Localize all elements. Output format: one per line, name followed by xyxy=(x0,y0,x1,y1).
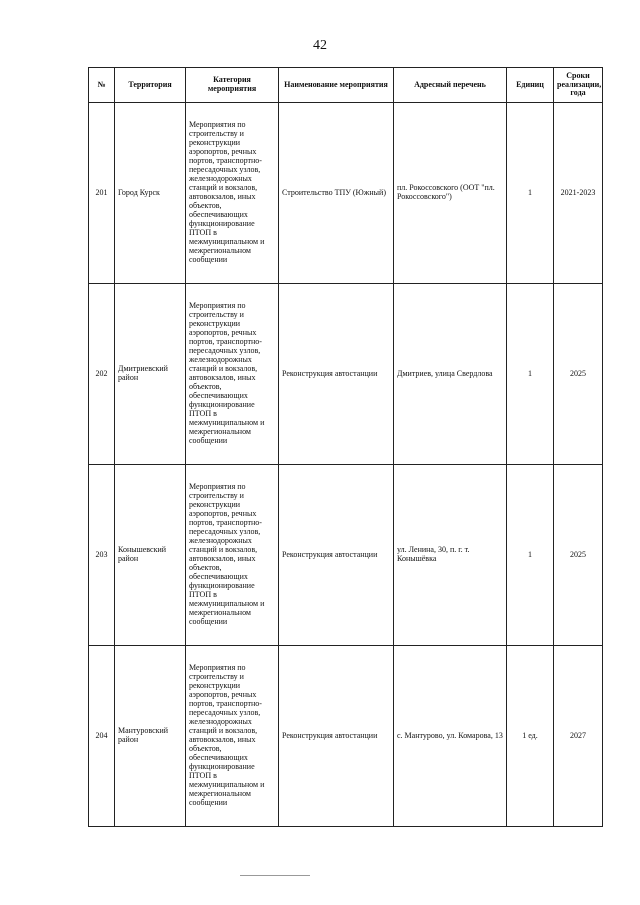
cell-address: с. Мантурово, ул. Комарова, 13 xyxy=(394,646,507,827)
cell-period: 2025 xyxy=(554,465,603,646)
header-address: Адресный перечень xyxy=(394,68,507,103)
cell-address: ул. Ленина, 30, п. г. т. Конышёвка xyxy=(394,465,507,646)
header-territory: Территория xyxy=(115,68,186,103)
table-row xyxy=(89,103,603,284)
cell-territory: Дмитриевский район xyxy=(115,284,186,465)
cell-period: 2027 xyxy=(554,646,603,827)
page-number: 42 xyxy=(313,38,327,53)
header-units: Единиц xyxy=(507,68,554,103)
cell-period: 2021-2023 xyxy=(554,103,603,284)
cell-territory: Конышевский район xyxy=(115,465,186,646)
cell-category: Мероприятия по строительству и реконструкции аэропортов, речных портов, транспортно-пересадочных узлов, железнодорожных станций и вокзалов, автовокзалов, иных объектов, обеспечивающих функционирование ПТОП в межмуниципальном и межрегиональном сообщении xyxy=(186,103,279,284)
cell-name: Реконструкция автостанции xyxy=(279,646,394,827)
table-row xyxy=(89,465,603,646)
cell-units: 1 xyxy=(507,284,554,465)
header-name: Наименование мероприятия xyxy=(279,68,394,103)
cell-units: 1 xyxy=(507,103,554,284)
table-header-row xyxy=(89,68,603,103)
cell-category: Мероприятия по строительству и реконструкции аэропортов, речных портов, транспортно-пересадочных узлов, железнодорожных станций и вокзалов, автовокзалов, иных объектов, обеспечивающих функционирование ПТОП в межмуниципальном и межрегиональном сообщении xyxy=(186,465,279,646)
cell-num: 202 xyxy=(89,284,115,465)
footer-divider xyxy=(240,875,310,876)
cell-num: 201 xyxy=(89,103,115,284)
cell-category: Мероприятия по строительству и реконструкции аэропортов, речных портов, транспортно-пересадочных узлов, железнодорожных станций и вокзалов, автовокзалов, иных объектов, обеспечивающих функционирование ПТОП в межмуниципальном и межрегиональном сообщении xyxy=(186,284,279,465)
cell-name: Реконструкция автостанции xyxy=(279,284,394,465)
cell-category: Мероприятия по строительству и реконструкции аэропортов, речных портов, транспортно-пересадочных узлов, железнодорожных станций и вокзалов, автовокзалов, иных объектов, обеспечивающих функционирование ПТОП в межмуниципальном и межрегиональном сообщении xyxy=(186,646,279,827)
cell-address: Дмитриев, улица Свердлова xyxy=(394,284,507,465)
cell-units: 1 xyxy=(507,465,554,646)
header-category: Категория мероприятия xyxy=(186,68,279,103)
measures-table xyxy=(88,67,603,827)
header-num: № xyxy=(89,68,115,103)
cell-address: пл. Рокоссовского (ООТ "пл. Рокоссовского") xyxy=(394,103,507,284)
cell-num: 203 xyxy=(89,465,115,646)
cell-name: Строительство ТПУ (Южный) xyxy=(279,103,394,284)
header-period: Сроки реализации, года xyxy=(554,68,603,103)
cell-units: 1 ед. xyxy=(507,646,554,827)
cell-name: Реконструкция автостанции xyxy=(279,465,394,646)
table-row xyxy=(89,646,603,827)
cell-num: 204 xyxy=(89,646,115,827)
cell-territory: Мантуровский район xyxy=(115,646,186,827)
cell-territory: Город Курск xyxy=(115,103,186,284)
table-row xyxy=(89,284,603,465)
cell-period: 2025 xyxy=(554,284,603,465)
